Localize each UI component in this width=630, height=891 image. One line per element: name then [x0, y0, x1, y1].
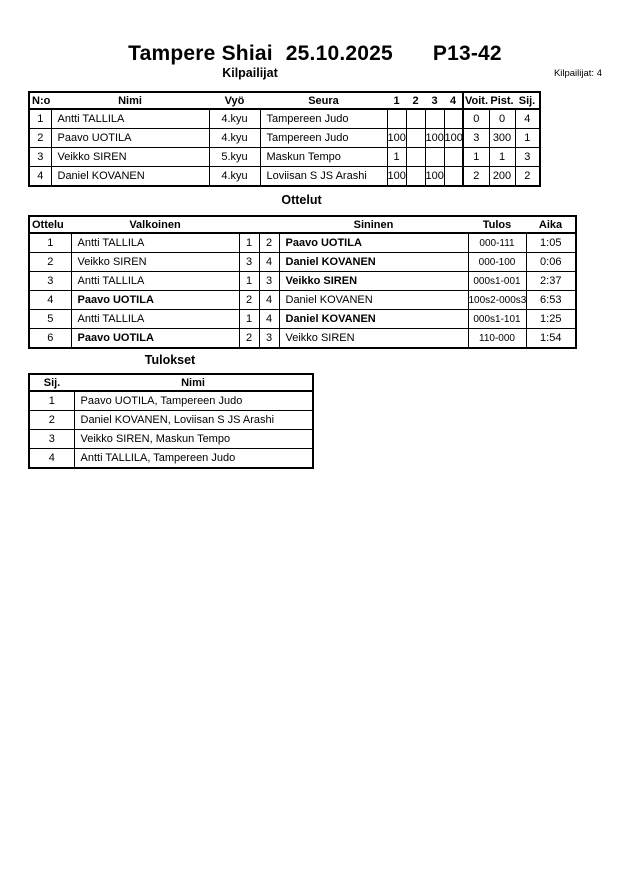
score-vs-3: 100: [425, 167, 444, 187]
header-club: Seura: [260, 92, 387, 109]
competitor-club: Tampereen Judo: [260, 109, 387, 129]
result-name: Antti TALLILA, Tampereen Judo: [74, 449, 313, 469]
score-vs-1: 100: [387, 167, 406, 187]
header-belt: Vyö: [209, 92, 260, 109]
results-header-row: [29, 374, 313, 391]
match-row: [29, 233, 576, 253]
result-row: [29, 411, 313, 430]
header-name: Nimi: [51, 92, 209, 109]
final-results-table: [28, 373, 314, 469]
score-vs-2: [406, 167, 425, 187]
blue-player: Veikko SIREN: [279, 272, 468, 291]
header-blue-no: [259, 216, 279, 233]
blue-player-number: 3: [259, 329, 279, 349]
title-date: 25.10.2025: [285, 42, 393, 65]
header-round-3: 3: [425, 92, 444, 109]
competitor-row: [29, 109, 540, 129]
score-vs-3: [425, 148, 444, 167]
header-round-1: 1: [387, 92, 406, 109]
wins-cell: 3: [463, 129, 489, 148]
score-vs-2: [406, 129, 425, 148]
score-vs-2: [406, 148, 425, 167]
match-time: 1:54: [526, 329, 576, 349]
blue-player: Daniel KOVANEN: [279, 291, 468, 310]
white-player-number: 1: [239, 272, 259, 291]
result-place: 3: [29, 430, 74, 449]
score-vs-4: [444, 167, 463, 187]
match-number: 2: [29, 253, 71, 272]
competitor-number: 1: [29, 109, 51, 129]
section-title-kilpailijat: Kilpailijat: [222, 66, 278, 80]
match-time: 0:06: [526, 253, 576, 272]
place-cell: 4: [515, 109, 540, 129]
title-category: P13-42: [432, 42, 502, 65]
competitors-header-row: [29, 92, 540, 109]
blue-player: Daniel KOVANEN: [279, 253, 468, 272]
blue-player-number: 4: [259, 291, 279, 310]
blue-player: Daniel KOVANEN: [279, 310, 468, 329]
score-vs-4: 100: [444, 129, 463, 148]
place-cell: 3: [515, 148, 540, 167]
blue-player: Paavo UOTILA: [279, 233, 468, 253]
header-white-no: [239, 216, 259, 233]
header-round-2: 2: [406, 92, 425, 109]
competitor-belt: 4.kyu: [209, 109, 260, 129]
match-time: 1:25: [526, 310, 576, 329]
match-number: 1: [29, 233, 71, 253]
matches-header-row: [29, 216, 576, 233]
header-place: Sij.: [515, 92, 540, 109]
title-event-name: Tampere Shiai: [128, 42, 273, 65]
competitor-name: Daniel KOVANEN: [51, 167, 209, 187]
match-result: 110-000: [468, 329, 526, 349]
white-player-number: 3: [239, 253, 259, 272]
score-vs-4: [444, 109, 463, 129]
competitor-row: [29, 167, 540, 187]
match-time: 2:37: [526, 272, 576, 291]
score-vs-1: 100: [387, 129, 406, 148]
page-title: [0, 42, 630, 66]
place-cell: 1: [515, 129, 540, 148]
blue-player: Veikko SIREN: [279, 329, 468, 349]
result-place: 4: [29, 449, 74, 469]
header-match: Ottelu: [29, 216, 71, 233]
header-wins: Voit.: [463, 92, 489, 109]
match-number: 4: [29, 291, 71, 310]
white-player: Antti TALLILA: [71, 233, 239, 253]
match-number: 5: [29, 310, 71, 329]
result-place: 1: [29, 391, 74, 411]
result-name: Daniel KOVANEN, Loviisan S JS Arashi: [74, 411, 313, 430]
white-player: Paavo UOTILA: [71, 329, 239, 349]
header-round-4: 4: [444, 92, 463, 109]
points-cell: 0: [489, 109, 515, 129]
white-player: Antti TALLILA: [71, 310, 239, 329]
header-name: Nimi: [74, 374, 313, 391]
wins-cell: 0: [463, 109, 489, 129]
competitor-club: Maskun Tempo: [260, 148, 387, 167]
match-row: [29, 253, 576, 272]
score-vs-4: [444, 148, 463, 167]
competitor-belt: 4.kyu: [209, 129, 260, 148]
result-name: Veikko SIREN, Maskun Tempo: [74, 430, 313, 449]
matches-table: [28, 215, 577, 349]
match-number: 3: [29, 272, 71, 291]
header-result: Tulos: [468, 216, 526, 233]
points-cell: 300: [489, 129, 515, 148]
header-white: Valkoinen: [71, 216, 239, 233]
match-result: 000s1-101: [468, 310, 526, 329]
match-row: [29, 272, 576, 291]
match-number: 6: [29, 329, 71, 349]
match-row: [29, 329, 576, 349]
score-vs-2: [406, 109, 425, 129]
match-result: 000s1-001: [468, 272, 526, 291]
match-result: 000-100: [468, 253, 526, 272]
header-blue: Sininen: [279, 216, 468, 233]
competitor-club: Tampereen Judo: [260, 129, 387, 148]
competitor-number: 2: [29, 129, 51, 148]
white-player-number: 1: [239, 233, 259, 253]
white-player-number: 2: [239, 329, 259, 349]
match-result: 100s2-000s3: [468, 291, 526, 310]
result-place: 2: [29, 411, 74, 430]
result-row: [29, 391, 313, 411]
competitor-belt: 5.kyu: [209, 148, 260, 167]
points-cell: 1: [489, 148, 515, 167]
white-player: Paavo UOTILA: [71, 291, 239, 310]
result-row: [29, 430, 313, 449]
competitor-row: [29, 129, 540, 148]
section-title-ottelut: Ottelut: [281, 193, 322, 207]
blue-player-number: 4: [259, 253, 279, 272]
header-no: N:o: [29, 92, 51, 109]
blue-player-number: 4: [259, 310, 279, 329]
blue-player-number: 3: [259, 272, 279, 291]
points-cell: 200: [489, 167, 515, 187]
white-player: Antti TALLILA: [71, 272, 239, 291]
competitor-row: [29, 148, 540, 167]
wins-cell: 2: [463, 167, 489, 187]
white-player-number: 1: [239, 310, 259, 329]
score-vs-3: 100: [425, 129, 444, 148]
competitor-name: Paavo UOTILA: [51, 129, 209, 148]
wins-cell: 1: [463, 148, 489, 167]
white-player-number: 2: [239, 291, 259, 310]
competitor-name: Antti TALLILA: [51, 109, 209, 129]
section-title-tulokset: Tulokset: [144, 353, 196, 367]
place-cell: 2: [515, 167, 540, 187]
score-vs-1: [387, 109, 406, 129]
result-name: Paavo UOTILA, Tampereen Judo: [74, 391, 313, 411]
match-result: 000-111: [468, 233, 526, 253]
match-row: [29, 291, 576, 310]
header-points: Pist.: [489, 92, 515, 109]
match-row: [29, 310, 576, 329]
match-time: 1:05: [526, 233, 576, 253]
competitor-count-label: Kilpailijat: 4: [553, 68, 602, 79]
competitor-belt: 4.kyu: [209, 167, 260, 187]
white-player: Veikko SIREN: [71, 253, 239, 272]
score-vs-3: [425, 109, 444, 129]
competitor-number: 3: [29, 148, 51, 167]
blue-player-number: 2: [259, 233, 279, 253]
competitor-number: 4: [29, 167, 51, 187]
header-place: Sij.: [29, 374, 74, 391]
result-row: [29, 449, 313, 469]
competitors-table: [28, 91, 541, 187]
competitor-name: Veikko SIREN: [51, 148, 209, 167]
header-time: Aika: [526, 216, 576, 233]
match-time: 6:53: [526, 291, 576, 310]
competitor-club: Loviisan S JS Arashi: [260, 167, 387, 187]
score-vs-1: 1: [387, 148, 406, 167]
